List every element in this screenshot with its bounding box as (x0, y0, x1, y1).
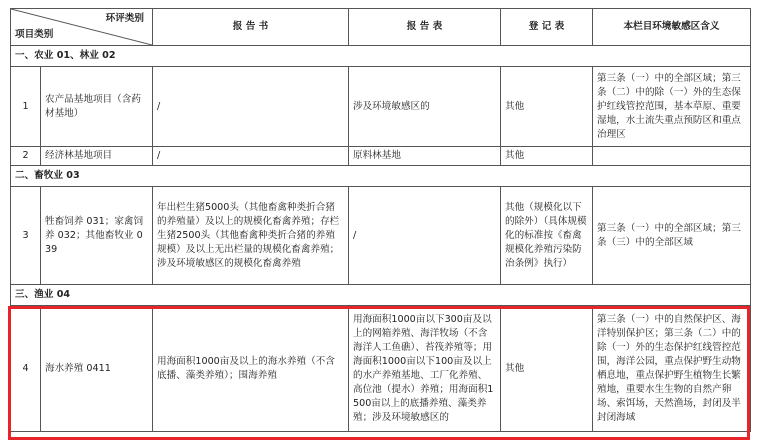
registration-cell: 其他（规模化以下的除外）（具体规模化的标准按《畜禽规模化养殖污染防治条例》执行） (501, 187, 593, 285)
report-form-cell: 用海面积1000亩以下300亩及以上的网箱养殖、海洋牧场（不含海洋人工鱼礁）、苔筏养殖等；用海面积1000亩以下100亩及以上的水产养殖基地、工厂化养殖、高位池（提水）养殖；用海面积1500亩以上的底播养殖、藻类养殖；涉及环境敏感区的 (349, 306, 501, 432)
table-row (11, 147, 751, 166)
env-category-label: 环评类别 (105, 13, 144, 24)
project-category-label: 项目类别 (15, 29, 54, 40)
section-row (11, 285, 751, 306)
project-cell: 牲畜饲养 031；家禽饲养 032；其他畜牧业 039 (41, 187, 153, 285)
row-number: 4 (11, 306, 41, 432)
report-book-cell: / (153, 67, 349, 147)
sensitive-area-cell: 第三条（一）中的自然保护区、海洋特别保护区；第三条（二）中的除（一）外的生态保护红线管控范围，海洋公园，重点保护野生动物栖息地，重点保护野生植物生长繁殖地，重要水生生物的自然产卵场、索饵场，天然渔场，封闭及半封闭海域 (593, 306, 751, 432)
sensitive-area-cell: 第三条（一）中的全部区域；第三条（二）中的除（一）外的生态保护红线管控范围，基本草原、重要湿地，水土流失重点预防区和重点治理区 (593, 67, 751, 147)
registration-cell: 其他 (501, 67, 593, 147)
col-header-report-book: 报 告 书 (153, 9, 349, 46)
section-row (11, 46, 751, 67)
row-number: 1 (11, 67, 41, 147)
registration-cell: 其他 (501, 147, 593, 166)
report-form-cell: 原料林基地 (349, 147, 501, 166)
registration-cell: 其他 (501, 306, 593, 432)
report-form-cell: / (349, 187, 501, 285)
eia-classification-table (10, 8, 751, 432)
project-cell: 经济林基地项目 (41, 147, 153, 166)
table-header-row (11, 9, 751, 46)
report-book-cell: / (153, 147, 349, 166)
project-cell: 农产品基地项目（含药材基地） (41, 67, 153, 147)
table-row (11, 187, 751, 285)
section-row (11, 166, 751, 187)
col-header-sensitive-meaning: 本栏目环境敏感区含义 (593, 9, 751, 46)
report-book-cell: 年出栏生猪5000头（其他畜禽种类折合猪的养殖量）及以上的规模化畜禽养殖；存栏生猪2500头（其他畜禽种类折合猪的养殖规模）及以上无出栏量的规模化畜禽养殖；涉及环境敏感区的规模化畜禽养殖 (153, 187, 349, 285)
project-cell: 海水养殖 0411 (41, 306, 153, 432)
table-row (11, 306, 751, 432)
row-number: 2 (11, 147, 41, 166)
section-title: 二、畜牧业 03 (11, 166, 751, 187)
col-header-report-form: 报 告 表 (349, 9, 501, 46)
section-title: 三、渔业 04 (11, 285, 751, 306)
sensitive-area-cell: 第三条（一）中的全部区域；第三条（三）中的全部区域 (593, 187, 751, 285)
section-title: 一、农业 01、林业 02 (11, 46, 751, 67)
diagonal-header-cell (11, 9, 153, 46)
col-header-registration: 登 记 表 (501, 9, 593, 46)
row-number: 3 (11, 187, 41, 285)
report-book-cell: 用海面积1000亩及以上的海水养殖（不含底播、藻类养殖）；围海养殖 (153, 306, 349, 432)
sensitive-area-cell (593, 147, 751, 166)
report-form-cell: 涉及环境敏感区的 (349, 67, 501, 147)
table-row (11, 67, 751, 147)
